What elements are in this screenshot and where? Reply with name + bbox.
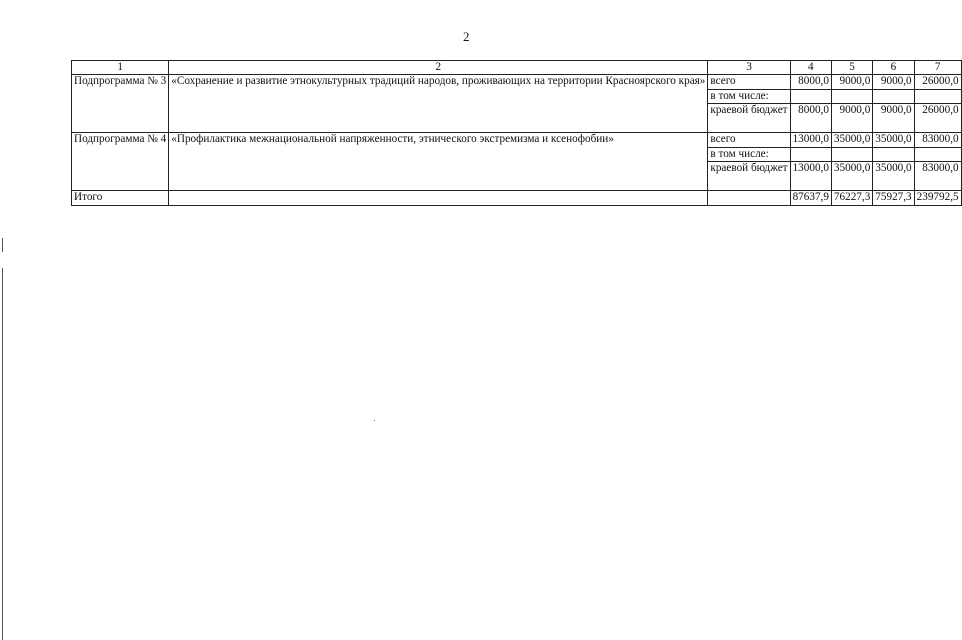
row-type-label: всего bbox=[708, 75, 790, 90]
empty-cell bbox=[831, 147, 872, 162]
budget-table bbox=[71, 60, 962, 206]
value-cell: 35000,0 bbox=[831, 162, 872, 191]
column-header: 4 bbox=[790, 61, 831, 75]
value-cell: 83000,0 bbox=[914, 133, 961, 148]
total-value-cell: 75927,3 bbox=[873, 191, 914, 206]
value-cell: 8000,0 bbox=[790, 104, 831, 133]
empty-cell bbox=[914, 89, 961, 104]
column-header: 7 bbox=[914, 61, 961, 75]
total-row bbox=[72, 191, 962, 206]
row-type-label: краевой бюджет bbox=[708, 104, 790, 133]
value-cell: 9000,0 bbox=[831, 75, 872, 90]
empty-cell bbox=[169, 191, 708, 206]
value-cell: 35000,0 bbox=[873, 133, 914, 148]
empty-cell bbox=[914, 147, 961, 162]
row-type-label: краевой бюджет bbox=[708, 162, 790, 191]
subprogram-label: Подпрограмма № 4 bbox=[72, 133, 169, 191]
scan-edge-line bbox=[2, 268, 3, 640]
column-header: 2 bbox=[169, 61, 708, 75]
total-value-cell: 239792,5 bbox=[914, 191, 961, 206]
empty-cell bbox=[708, 191, 790, 206]
value-cell: 26000,0 bbox=[914, 104, 961, 133]
subprogram-name: «Сохранение и развитие этнокультурных традиций народов, проживающих на территории Красноярского края» bbox=[169, 75, 708, 133]
value-cell: 13000,0 bbox=[790, 133, 831, 148]
value-cell: 9000,0 bbox=[873, 104, 914, 133]
empty-cell bbox=[873, 89, 914, 104]
total-value-cell: 87637,9 bbox=[790, 191, 831, 206]
table-header-row bbox=[72, 61, 962, 75]
column-header: 3 bbox=[708, 61, 790, 75]
value-cell: 8000,0 bbox=[790, 75, 831, 90]
scan-edge-mark bbox=[2, 238, 3, 252]
column-header: 5 bbox=[831, 61, 872, 75]
page-number: 2 bbox=[463, 29, 470, 44]
value-cell: 9000,0 bbox=[831, 104, 872, 133]
subprogram-name: «Профилактика межнациональной напряженности, этнического экстремизма и ксенофобии» bbox=[169, 133, 708, 191]
row-type-label: в том числе: bbox=[708, 89, 790, 104]
empty-cell bbox=[790, 147, 831, 162]
value-cell: 9000,0 bbox=[873, 75, 914, 90]
empty-cell bbox=[873, 147, 914, 162]
value-cell: 26000,0 bbox=[914, 75, 961, 90]
row-type-label: всего bbox=[708, 133, 790, 148]
total-label: Итого bbox=[72, 191, 169, 206]
table-row bbox=[72, 75, 962, 90]
subprogram-label: Подпрограмма № 3 bbox=[72, 75, 169, 133]
column-header: 1 bbox=[72, 61, 169, 75]
column-header: 6 bbox=[873, 61, 914, 75]
value-cell: 35000,0 bbox=[831, 133, 872, 148]
scan-dust bbox=[374, 420, 375, 421]
value-cell: 83000,0 bbox=[914, 162, 961, 191]
row-type-label: в том числе: bbox=[708, 147, 790, 162]
table-row bbox=[72, 133, 962, 148]
total-value-cell: 76227,3 bbox=[831, 191, 872, 206]
empty-cell bbox=[790, 89, 831, 104]
value-cell: 13000,0 bbox=[790, 162, 831, 191]
value-cell: 35000,0 bbox=[873, 162, 914, 191]
empty-cell bbox=[831, 89, 872, 104]
